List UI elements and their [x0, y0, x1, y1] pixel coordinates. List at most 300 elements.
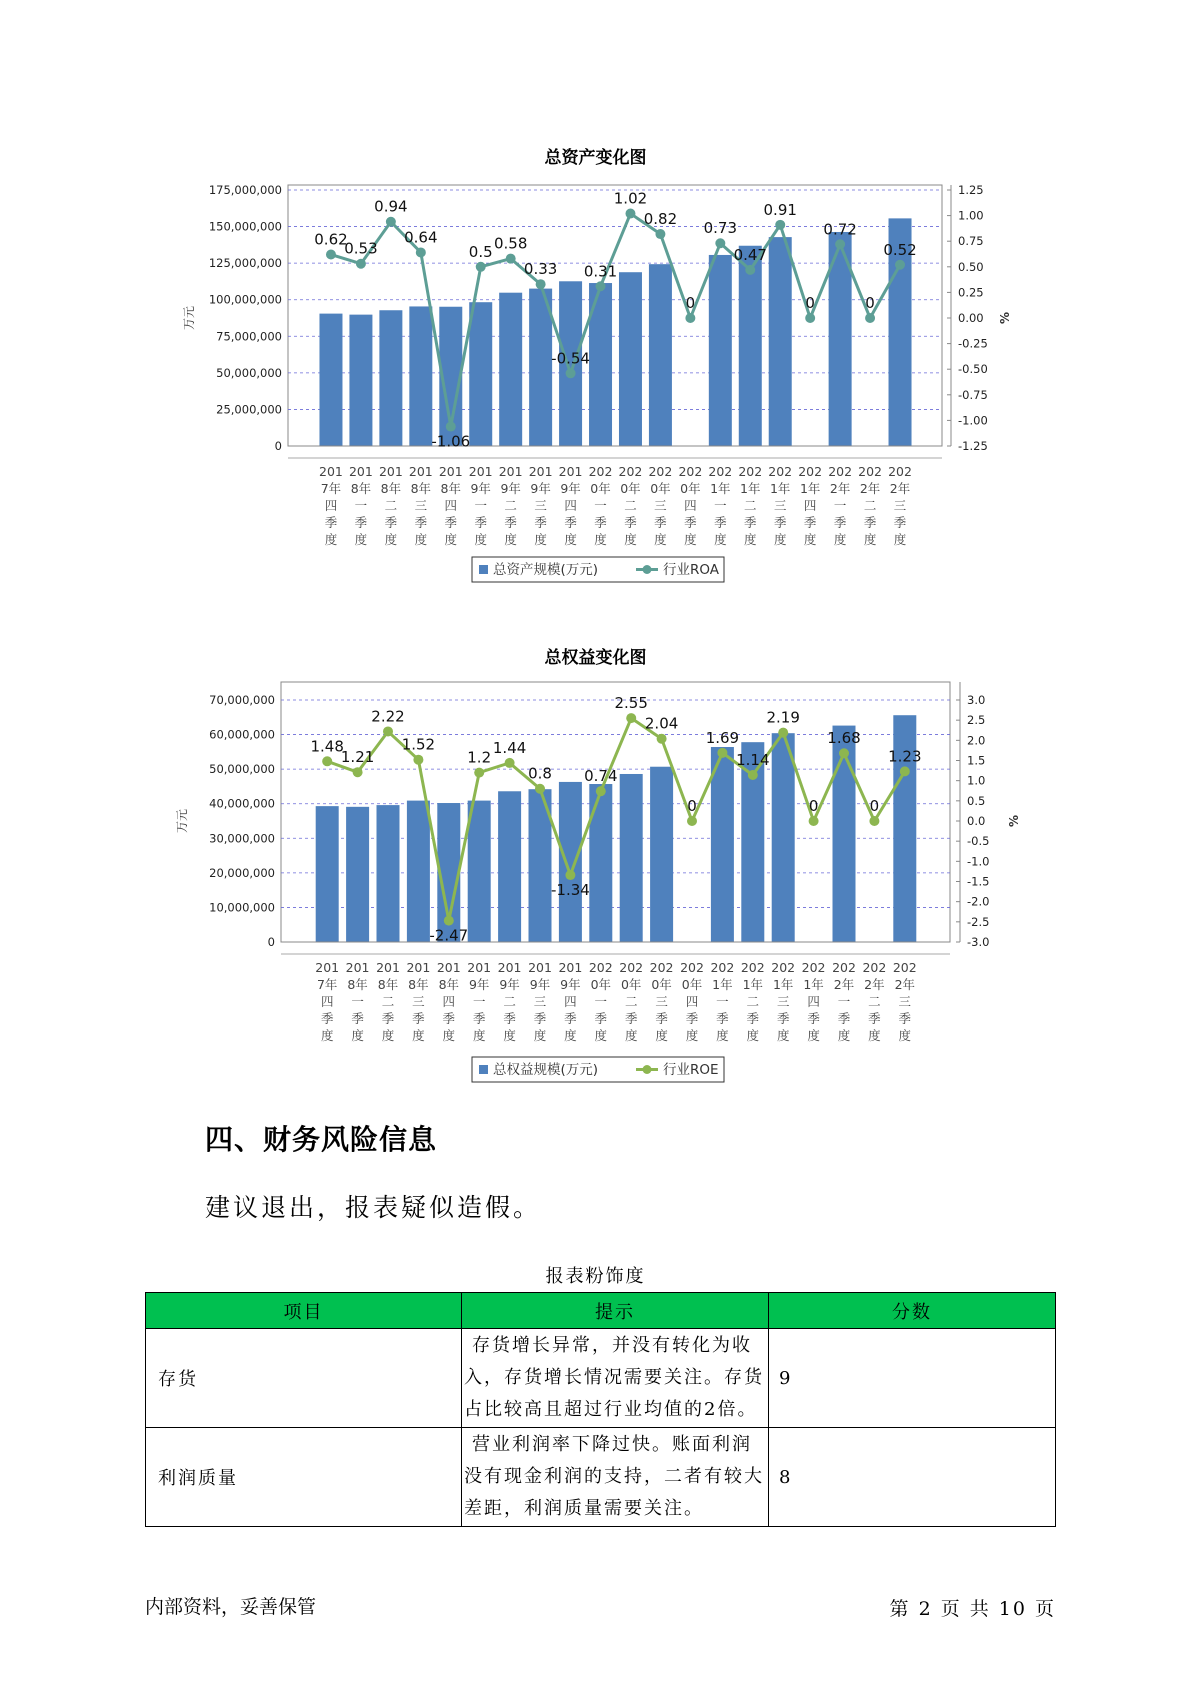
data-label: 2.22	[371, 707, 405, 726]
row-hint: 存货增长异常，并没有转化为收入，存货增长情况需要关注。存货占比较高且超过行业均值的2倍。	[462, 1329, 769, 1428]
table-caption: 报表粉饰度	[545, 1266, 646, 1287]
x-tick-label: 202	[648, 464, 673, 479]
x-tick-label: 8年	[438, 977, 460, 992]
x-tick-label: 201	[406, 960, 431, 975]
x-tick-label: 度	[351, 1028, 364, 1043]
x-tick-label: 度	[444, 532, 458, 547]
bar	[709, 255, 732, 446]
x-tick-label: 度	[773, 532, 787, 547]
data-label: -1.34	[550, 881, 590, 900]
bar	[498, 791, 521, 942]
y2-tick-label: 1.25	[958, 183, 984, 197]
y2-tick-label: -2.0	[967, 894, 990, 909]
line-point	[413, 755, 423, 765]
x-tick-label: 季	[868, 1011, 881, 1026]
x-tick-label: 四	[564, 994, 577, 1009]
x-tick-label: 四	[444, 498, 458, 513]
x-tick-label: 季	[594, 1011, 608, 1026]
line-point	[900, 766, 910, 776]
y2-axis-label: %	[1007, 814, 1021, 828]
chart-title-assets: 总资产变化图	[544, 148, 647, 168]
y2-tick-label: 0.75	[958, 234, 984, 249]
x-tick-label: 202	[888, 464, 912, 479]
y2-axis-label: %	[998, 311, 1012, 325]
y2-tick-label: 0.0	[967, 814, 986, 828]
data-label: 2.19	[766, 708, 800, 727]
line-point	[596, 281, 606, 291]
y-tick-label: 30,000,000	[209, 831, 275, 846]
x-tick-label: 度	[654, 532, 667, 547]
x-tick-label: 202	[801, 960, 826, 975]
x-tick-label: 1年	[803, 977, 824, 992]
bar	[409, 306, 432, 446]
data-label: 0.8	[528, 764, 552, 783]
x-tick-label: 四	[803, 498, 817, 513]
x-tick-label: 季	[324, 515, 338, 530]
x-tick-label: 1年	[772, 977, 794, 992]
x-tick-label: 三	[534, 498, 547, 513]
x-tick-label: 9年	[470, 481, 491, 496]
y-tick-label: 0	[274, 439, 282, 453]
line-point	[566, 368, 576, 378]
x-tick-label: 一	[837, 994, 851, 1009]
bar	[377, 805, 400, 942]
footer-confidential: 内部资料，妥善保管	[145, 1596, 317, 1618]
data-label: 0.64	[404, 228, 438, 247]
data-label: 0.73	[703, 219, 738, 238]
x-tick-label: 9年	[530, 481, 551, 496]
line-point	[895, 260, 905, 270]
x-tick-label: 7年	[316, 977, 338, 992]
line-point	[775, 220, 785, 230]
line-point	[655, 229, 665, 239]
x-tick-label: 度	[474, 532, 487, 547]
x-tick-label: 季	[442, 1011, 456, 1026]
x-tick-label: 2年	[894, 977, 916, 992]
x-tick-label: 季	[503, 1011, 516, 1026]
x-tick-label: 202	[740, 960, 765, 975]
x-tick-label: 202	[649, 960, 674, 975]
x-tick-label: 二	[624, 994, 638, 1009]
x-tick-label: 三	[655, 994, 668, 1009]
bar	[772, 733, 795, 942]
y2-tick-label: 1.5	[967, 753, 986, 768]
line-point	[748, 770, 758, 780]
data-label: 1.23	[888, 747, 922, 766]
line-point	[326, 250, 336, 260]
x-tick-label: 1年	[799, 481, 821, 496]
line-point	[745, 265, 755, 275]
line-point	[839, 748, 849, 758]
y-tick-label: 50,000,000	[216, 365, 282, 380]
x-tick-label: 四	[685, 994, 699, 1009]
x-tick-label: 季	[714, 515, 727, 530]
line-point	[809, 816, 819, 826]
x-tick-label: 1年	[710, 481, 731, 496]
x-tick-label: 三	[898, 994, 912, 1009]
data-label: 1.69	[705, 728, 740, 747]
data-label: 1.68	[827, 729, 861, 748]
x-tick-label: 202	[858, 464, 883, 479]
data-label: -0.54	[551, 349, 590, 368]
x-tick-label: 季	[351, 1011, 364, 1026]
x-tick-label: 202	[618, 464, 643, 479]
bar	[349, 315, 372, 446]
x-tick-label: 度	[684, 532, 697, 547]
y2-tick-label: -1.25	[958, 439, 988, 453]
chart-title-equity: 总权益变化图	[544, 648, 647, 668]
x-tick-label: 季	[624, 515, 637, 530]
x-tick-label: 四	[320, 994, 334, 1009]
line-point	[835, 239, 845, 249]
x-tick-label: 202	[771, 960, 796, 975]
bar	[499, 293, 522, 446]
bar	[650, 767, 673, 942]
data-label: 0.5	[468, 242, 493, 261]
x-tick-label: 季	[655, 1011, 668, 1026]
line-point	[476, 262, 486, 272]
x-tick-label: 一	[474, 498, 487, 513]
x-tick-label: 度	[624, 532, 637, 547]
legend-bar-label: 总资产规模(万元)	[493, 562, 599, 578]
line-point	[505, 758, 515, 768]
y-tick-label: 25,000,000	[216, 402, 282, 417]
y-tick-label: 150,000,000	[208, 219, 282, 234]
x-tick-label: 度	[833, 532, 847, 547]
data-label: 1.02	[613, 189, 648, 208]
bar	[346, 807, 369, 942]
x-tick-label: 二	[863, 498, 877, 513]
line-point	[474, 768, 484, 778]
y2-tick-label: -2.5	[967, 914, 990, 929]
x-tick-label: 季	[654, 515, 667, 530]
x-tick-label: 9年	[560, 481, 581, 496]
line-point	[596, 786, 606, 796]
x-tick-label: 四	[564, 498, 577, 513]
x-tick-label: 二	[504, 498, 517, 513]
x-tick-label: 季	[685, 1011, 699, 1026]
data-label: 0	[808, 797, 819, 815]
x-tick-label: 202	[738, 464, 763, 479]
x-tick-label: 度	[714, 532, 727, 547]
bar	[769, 237, 792, 446]
data-label: 0	[869, 797, 880, 815]
x-tick-label: 度	[384, 532, 398, 547]
legend-line-marker	[643, 1065, 652, 1074]
line-point	[717, 748, 727, 758]
x-tick-label: 度	[807, 1028, 820, 1043]
y2-tick-label: 0.25	[958, 285, 984, 300]
x-tick-label: 季	[716, 1011, 729, 1026]
data-label: 1.48	[310, 737, 344, 756]
x-tick-label: 9年	[529, 977, 551, 992]
bar	[589, 784, 612, 942]
line-point	[687, 816, 697, 826]
line-point	[685, 313, 695, 323]
x-tick-label: 0年	[651, 977, 672, 992]
x-tick-label: 二	[503, 994, 516, 1009]
x-tick-label: 0年	[590, 977, 612, 992]
x-tick-label: 三	[412, 994, 425, 1009]
x-tick-label: 9年	[499, 977, 520, 992]
x-tick-label: 季	[444, 515, 458, 530]
data-label: 0.47	[733, 245, 767, 264]
x-tick-label: 201	[348, 464, 373, 479]
y-tick-label: 60,000,000	[209, 727, 275, 742]
y-tick-label: 0	[267, 935, 275, 949]
x-tick-label: 季	[807, 1011, 820, 1026]
x-tick-label: 202	[892, 960, 917, 975]
x-tick-label: 202	[708, 464, 733, 479]
x-tick-label: 季	[381, 1011, 395, 1026]
section-body: 建议退出，报表疑似造假。	[205, 1193, 542, 1222]
legend-line-marker	[643, 565, 652, 574]
x-tick-label: 0年	[590, 481, 611, 496]
bar	[619, 272, 642, 446]
data-label: 0	[865, 294, 875, 312]
x-tick-label: 度	[381, 1028, 395, 1043]
legend-bar-swatch	[479, 1065, 488, 1074]
x-tick-label: 201	[558, 960, 583, 975]
x-tick-label: 季	[803, 515, 817, 530]
line-point	[506, 254, 516, 264]
y2-tick-label: -1.00	[958, 413, 988, 428]
x-tick-label: 三	[773, 498, 787, 513]
y-tick-label: 40,000,000	[209, 796, 275, 811]
y2-tick-label: 1.0	[967, 773, 986, 788]
x-tick-label: 季	[564, 1011, 577, 1026]
data-label: 2.55	[614, 694, 648, 713]
data-label: 1.14	[736, 751, 770, 770]
x-tick-label: 季	[534, 515, 547, 530]
y2-tick-label: -3.0	[967, 935, 990, 949]
x-tick-label: 四	[807, 994, 820, 1009]
line-point	[356, 259, 366, 269]
x-tick-label: 季	[776, 1011, 790, 1026]
x-tick-label: 202	[862, 960, 887, 975]
legend-line-label: 行业ROA	[663, 562, 720, 578]
x-tick-label: 1年	[740, 481, 761, 496]
x-tick-label: 三	[893, 498, 907, 513]
legend-bar-swatch	[479, 565, 488, 574]
x-tick-label: 度	[744, 532, 757, 547]
line-point	[805, 313, 815, 323]
x-tick-label: 三	[776, 994, 790, 1009]
bar	[468, 801, 491, 942]
line-point	[625, 209, 635, 219]
x-tick-label: 202	[832, 960, 856, 975]
data-label: 0.31	[583, 262, 618, 281]
data-label: 0.62	[314, 230, 348, 249]
y-axis-label: 万元	[182, 305, 196, 331]
x-tick-label: 2年	[889, 481, 911, 496]
x-tick-label: 202	[619, 960, 644, 975]
y2-tick-label: 3.0	[967, 693, 986, 707]
x-tick-label: 季	[684, 515, 697, 530]
x-tick-label: 季	[837, 1011, 851, 1026]
x-tick-label: 季	[624, 1011, 638, 1026]
line-point	[444, 916, 454, 926]
equity-chart	[0, 670, 1191, 1090]
x-tick-label: 201	[345, 960, 370, 975]
row-score: 9	[769, 1329, 1056, 1428]
data-label: 0.52	[883, 240, 917, 259]
x-tick-label: 201	[528, 960, 552, 975]
line-point	[715, 238, 725, 248]
line-point	[657, 734, 667, 744]
y2-tick-label: -0.5	[967, 834, 990, 849]
x-tick-label: 季	[384, 515, 398, 530]
table-row	[146, 1428, 1056, 1527]
x-tick-label: 1年	[742, 977, 764, 992]
header-item: 项目	[146, 1293, 462, 1329]
x-tick-label: 202	[588, 960, 613, 975]
x-tick-label: 度	[898, 1028, 912, 1043]
x-tick-label: 度	[868, 1028, 881, 1043]
x-tick-label: 季	[746, 1011, 760, 1026]
line-point	[353, 767, 363, 777]
x-tick-label: 四	[324, 498, 338, 513]
x-tick-label: 季	[863, 515, 877, 530]
x-tick-label: 一	[351, 994, 364, 1009]
y2-tick-label: 2.5	[967, 713, 986, 728]
line-point	[535, 784, 545, 794]
data-label: 0.53	[344, 239, 378, 258]
x-tick-label: 四	[442, 994, 456, 1009]
line-point	[416, 247, 426, 257]
y-tick-label: 175,000,000	[208, 183, 282, 197]
x-tick-label: 季	[893, 515, 907, 530]
x-tick-label: 9年	[560, 977, 581, 992]
x-tick-label: 度	[412, 1028, 425, 1043]
row-hint: 营业利润率下降过快。账面利润没有现金利润的支持，二者有较大差距，利润质量需要关注。	[462, 1428, 769, 1527]
header-score: 分数	[769, 1293, 1056, 1329]
x-tick-label: 一	[472, 994, 486, 1009]
x-tick-label: 度	[837, 1028, 851, 1043]
x-tick-label: 季	[412, 1011, 425, 1026]
x-tick-label: 季	[898, 1011, 912, 1026]
x-tick-label: 202	[768, 464, 793, 479]
x-tick-label: 季	[472, 1011, 486, 1026]
x-tick-label: 1年	[712, 977, 733, 992]
line-point	[536, 279, 546, 289]
x-tick-label: 201	[467, 960, 492, 975]
x-tick-label: 8年	[380, 481, 402, 496]
data-label: 0.74	[584, 767, 618, 786]
x-tick-label: 季	[564, 515, 577, 530]
x-tick-label: 二	[868, 994, 881, 1009]
x-tick-label: 1年	[769, 481, 791, 496]
x-tick-label: 二	[384, 498, 398, 513]
x-tick-label: 季	[354, 515, 368, 530]
x-tick-label: 季	[474, 515, 487, 530]
x-tick-label: 季	[744, 515, 757, 530]
y2-tick-label: -0.25	[958, 336, 988, 351]
x-tick-label: 度	[893, 532, 907, 547]
y2-tick-label: -0.75	[958, 387, 988, 402]
x-tick-label: 201	[438, 464, 463, 479]
x-tick-label: 8年	[440, 481, 462, 496]
x-tick-label: 8年	[410, 481, 432, 496]
data-label: 0.91	[763, 200, 797, 219]
risk-table	[145, 1292, 1056, 1527]
x-tick-label: 一	[594, 994, 608, 1009]
bar	[739, 246, 762, 446]
line-point	[386, 217, 396, 227]
table-row	[146, 1329, 1056, 1428]
x-tick-label: 三	[654, 498, 667, 513]
x-tick-label: 度	[442, 1028, 456, 1043]
x-tick-label: 度	[533, 1028, 547, 1043]
x-tick-label: 9年	[500, 481, 521, 496]
bar	[620, 774, 643, 942]
x-tick-label: 0年	[681, 977, 703, 992]
x-tick-label: 二	[624, 498, 637, 513]
data-label: 0	[687, 797, 697, 815]
x-tick-label: 度	[472, 1028, 486, 1043]
x-tick-label: 8年	[347, 977, 368, 992]
footer-page-number: 第 2 页 共 10 页	[889, 1598, 1056, 1620]
x-tick-label: 一	[716, 994, 729, 1009]
line-point	[383, 726, 393, 736]
bar	[316, 806, 339, 942]
legend-line-label: 行业ROE	[663, 1062, 719, 1078]
x-tick-label: 度	[354, 532, 368, 547]
data-label: 1.21	[340, 748, 375, 767]
x-tick-label: 二	[381, 994, 395, 1009]
line-point	[446, 422, 456, 432]
data-label: 0	[805, 294, 815, 312]
bar	[711, 747, 734, 942]
x-tick-label: 二	[744, 498, 757, 513]
bar	[407, 801, 430, 942]
y-tick-label: 70,000,000	[209, 693, 275, 707]
y2-tick-label: -0.50	[958, 362, 988, 377]
x-tick-label: 0年	[680, 481, 701, 496]
line-point	[626, 713, 636, 723]
data-label: 0.82	[643, 210, 678, 229]
table-header-row	[146, 1293, 1056, 1329]
x-tick-label: 202	[678, 464, 703, 479]
x-tick-label: 度	[564, 1028, 577, 1043]
bar	[319, 314, 342, 446]
x-tick-label: 9年	[468, 977, 490, 992]
x-tick-label: 季	[504, 515, 517, 530]
bar	[379, 310, 402, 446]
x-tick-label: 202	[710, 960, 735, 975]
x-tick-label: 度	[685, 1028, 699, 1043]
data-label: 0.58	[493, 234, 528, 253]
x-tick-label: 度	[324, 532, 338, 547]
x-tick-label: 度	[504, 532, 517, 547]
x-tick-label: 度	[863, 532, 877, 547]
x-tick-label: 度	[564, 532, 577, 547]
section-heading: 四、财务风险信息	[205, 1123, 438, 1156]
assets-chart	[0, 170, 1191, 590]
y2-tick-label: -1.5	[967, 874, 990, 889]
x-tick-label: 四	[684, 498, 697, 513]
x-tick-label: 201	[378, 464, 403, 479]
x-tick-label: 度	[716, 1028, 729, 1043]
y-tick-label: 20,000,000	[209, 865, 275, 880]
x-tick-label: 201	[558, 464, 583, 479]
y-tick-label: 75,000,000	[216, 329, 282, 344]
legend-bar-label: 总权益规模(万元)	[493, 1062, 599, 1078]
x-tick-label: 度	[624, 1028, 638, 1043]
x-tick-label: 202	[798, 464, 823, 479]
x-tick-label: 202	[828, 464, 853, 479]
x-tick-label: 2年	[833, 977, 855, 992]
